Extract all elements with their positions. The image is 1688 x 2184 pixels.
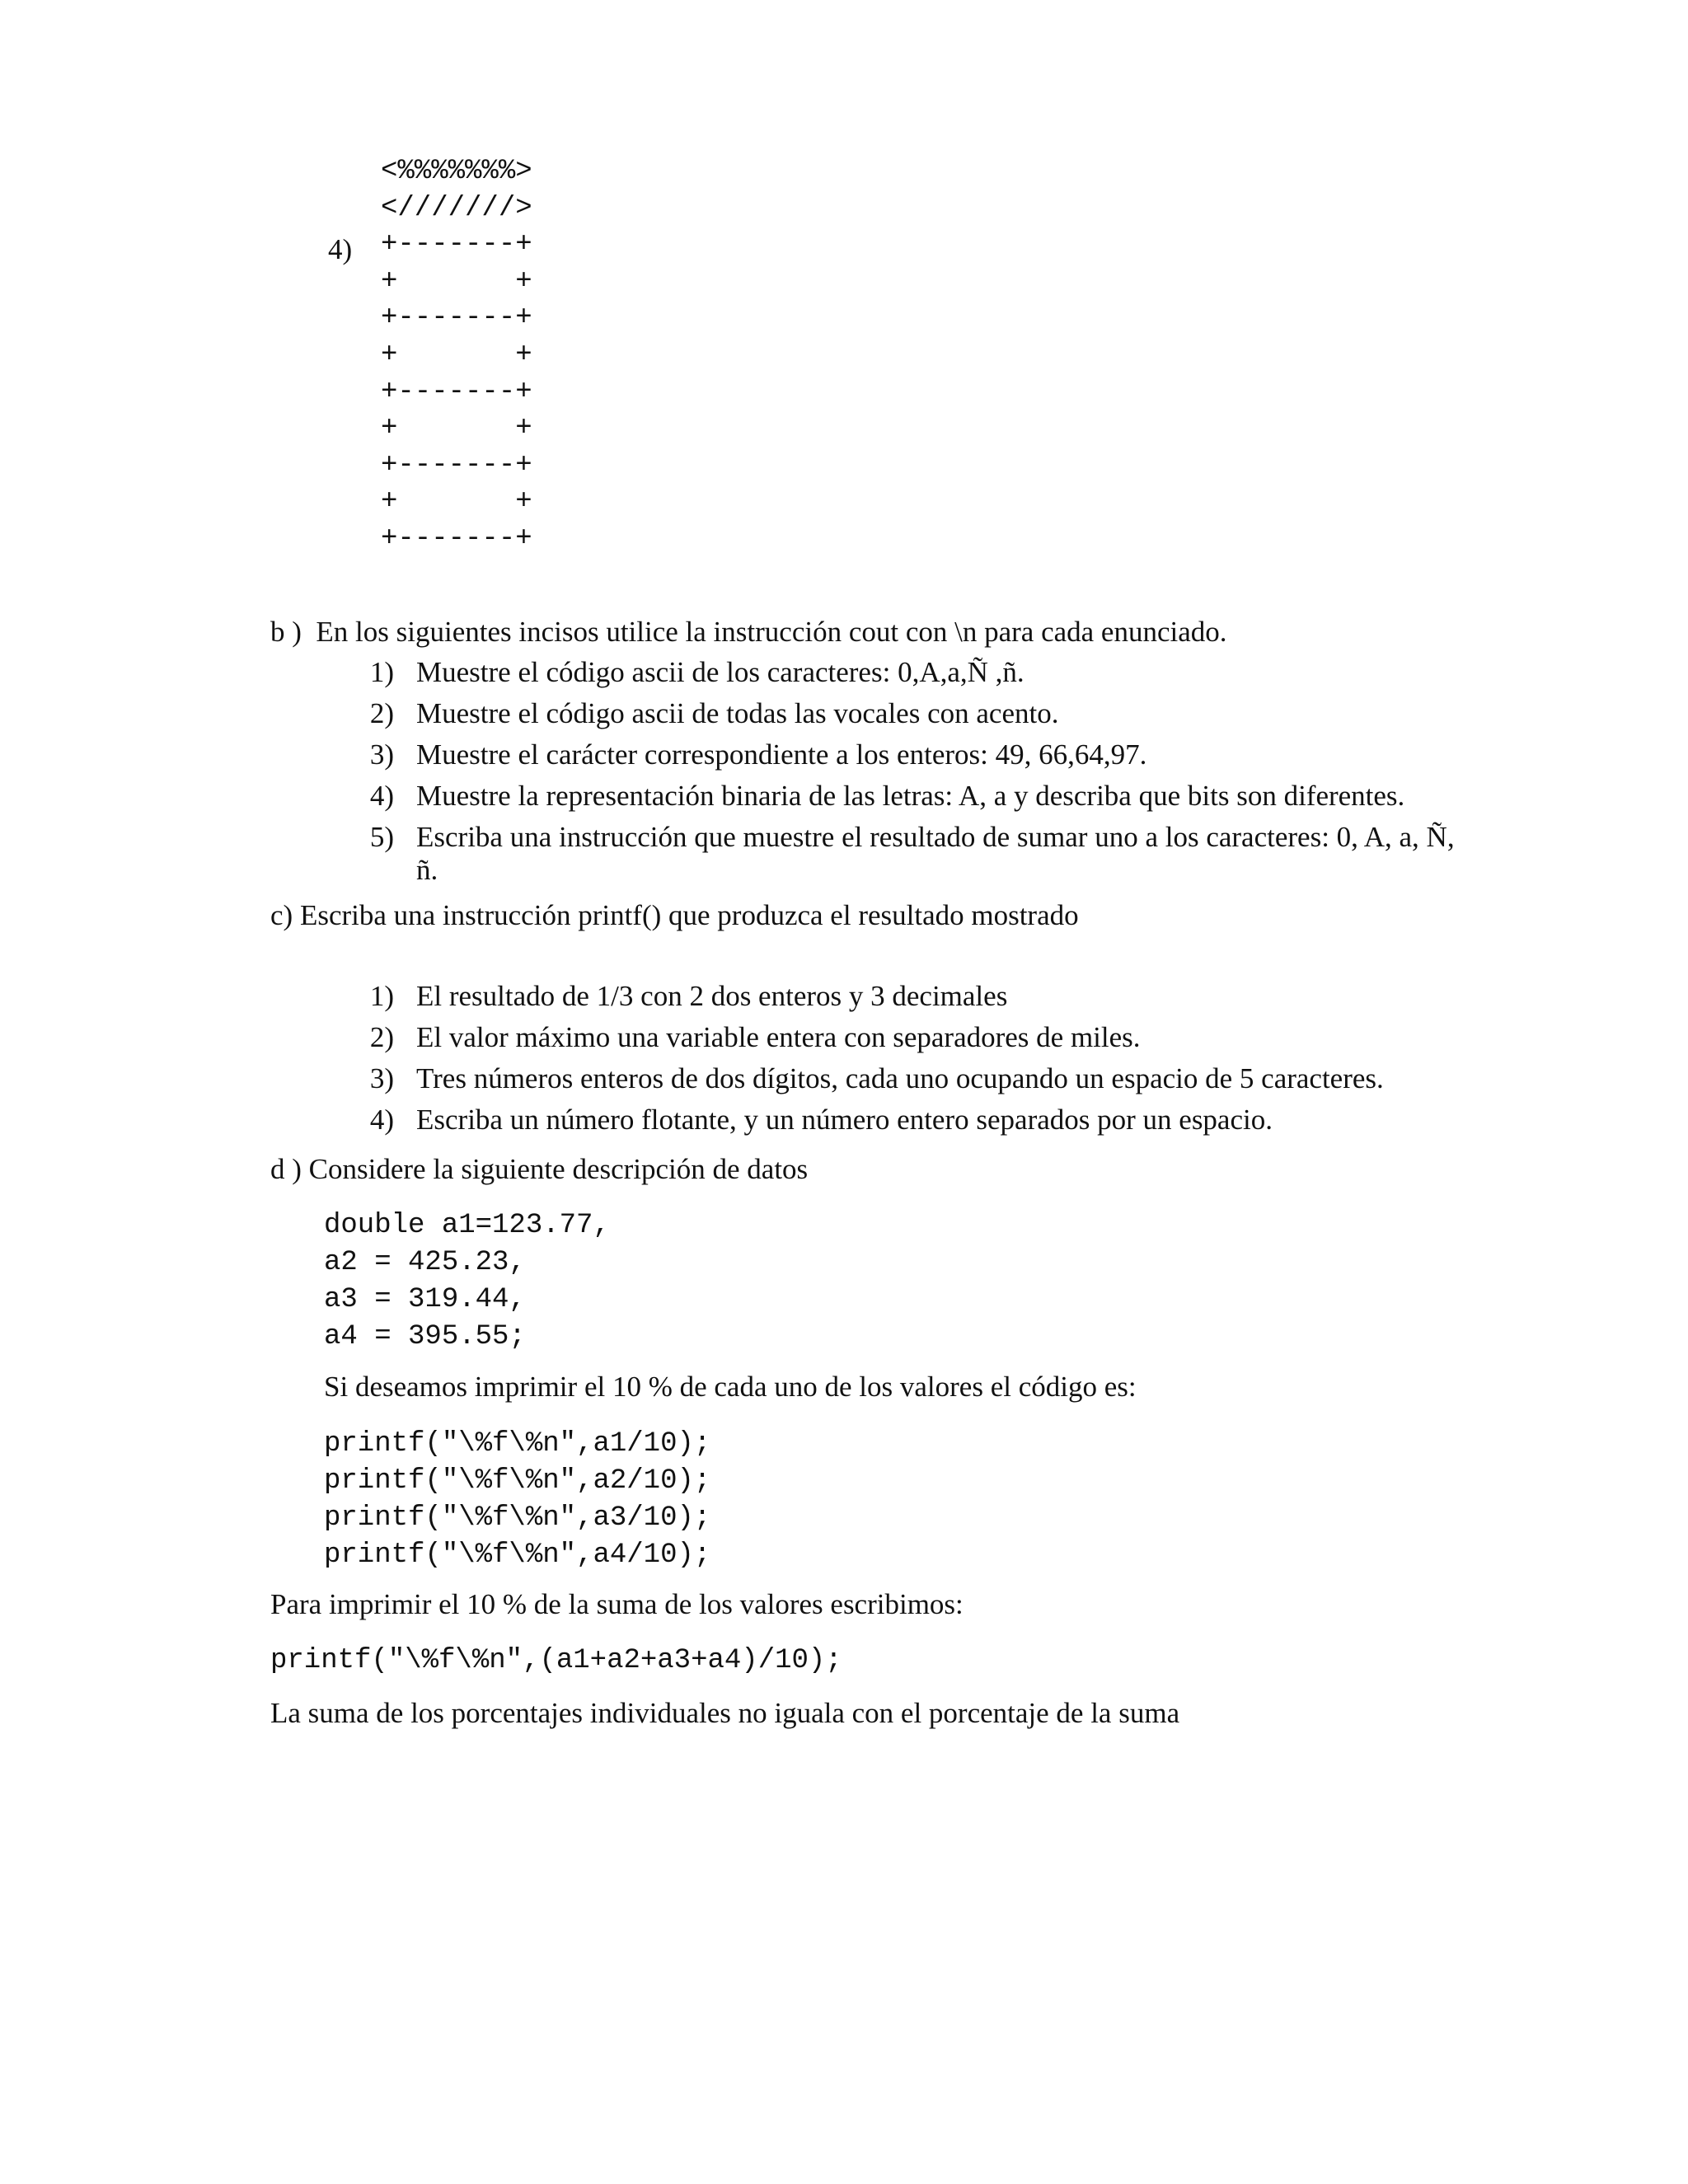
- code-line: a3 = 319.44,: [324, 1284, 526, 1315]
- list-number: 2): [369, 1021, 394, 1053]
- ascii-line: +-------+: [381, 449, 532, 481]
- list-number: 4): [369, 1104, 394, 1136]
- code-line: printf("\%f\%n",a2/10);: [324, 1465, 711, 1497]
- list-item: El resultado de 1/3 con 2 dos enteros y 3 decimales: [416, 980, 1008, 1012]
- conclusion-text: La suma de los porcentajes individuales no iguala con el porcentaje de la suma: [270, 1697, 1180, 1729]
- ascii-line: + +: [381, 413, 532, 445]
- paragraph: Para imprimir el 10 % de la suma de los valores escribimos:: [270, 1588, 964, 1620]
- list-number: 1): [369, 980, 394, 1012]
- list-item-continuation: ñ.: [416, 854, 438, 886]
- ascii-line: +-------+: [381, 229, 532, 261]
- ascii-art: [381, 153, 532, 558]
- item-4-number: 4): [328, 233, 353, 265]
- ascii-line: + +: [381, 265, 532, 298]
- list-item: Escriba un número flotante, y un número entero separados por un espacio.: [416, 1104, 1273, 1136]
- ascii-line: <///////>: [381, 192, 532, 224]
- list-item: Muestre el código ascii de los caracteres: 0,A,a,Ñ ,ñ.: [416, 656, 1025, 688]
- section-c-heading: c) Escriba una instrucción printf() que produzca el resultado mostrado: [270, 899, 1079, 931]
- code-line: printf("\%f\%n",a4/10);: [324, 1540, 711, 1571]
- code-line: printf("\%f\%n",(a1+a2+a3+a4)/10);: [270, 1645, 842, 1676]
- list-number: 4): [369, 780, 394, 812]
- code-line: a4 = 395.55;: [324, 1321, 526, 1352]
- ascii-line: <%%%%%%%>: [381, 156, 532, 187]
- ascii-line: +-------+: [381, 302, 532, 335]
- list-number: 3): [369, 1062, 394, 1094]
- code-line: printf("\%f\%n",a3/10);: [324, 1502, 711, 1534]
- ascii-line: + +: [381, 339, 532, 371]
- ascii-line: +-------+: [381, 523, 532, 555]
- list-item: El valor máximo una variable entera con separadores de miles.: [416, 1021, 1141, 1053]
- section-b-heading: b ) En los siguientes incisos utilice la instrucción cout con \n para cada enunciado.: [270, 616, 1227, 648]
- code-line: a2 = 425.23,: [324, 1247, 526, 1278]
- list-item: Muestre el código ascii de todas las vocales con acento.: [416, 697, 1059, 729]
- list-item: Muestre el carácter correspondiente a los enteros: 49, 66,64,97.: [416, 738, 1147, 771]
- code-line: printf("\%f\%n",a1/10);: [324, 1428, 711, 1460]
- ascii-line: + +: [381, 486, 532, 518]
- list-item: Tres números enteros de dos dígitos, cada uno ocupando un espacio de 5 caracteres.: [416, 1062, 1384, 1094]
- list-number: 1): [369, 656, 394, 688]
- list-number: 2): [369, 697, 394, 729]
- code-line: double a1=123.77,: [324, 1210, 610, 1241]
- list-item: Muestre la representación binaria de las letras: A, a y describa que bits son diferentes.: [416, 780, 1405, 812]
- paragraph: Si deseamos imprimir el 10 % de cada uno de los valores el código es:: [324, 1371, 1137, 1403]
- list-item: Escriba una instrucción que muestre el resultado de sumar uno a los caracteres: 0, A, a, Ñ,: [416, 821, 1455, 853]
- list-number: 5): [369, 821, 394, 853]
- list-number: 3): [369, 738, 394, 771]
- ascii-line: +-------+: [381, 376, 532, 408]
- section-d-heading: d ) Considere la siguiente descripción de datos: [270, 1153, 809, 1185]
